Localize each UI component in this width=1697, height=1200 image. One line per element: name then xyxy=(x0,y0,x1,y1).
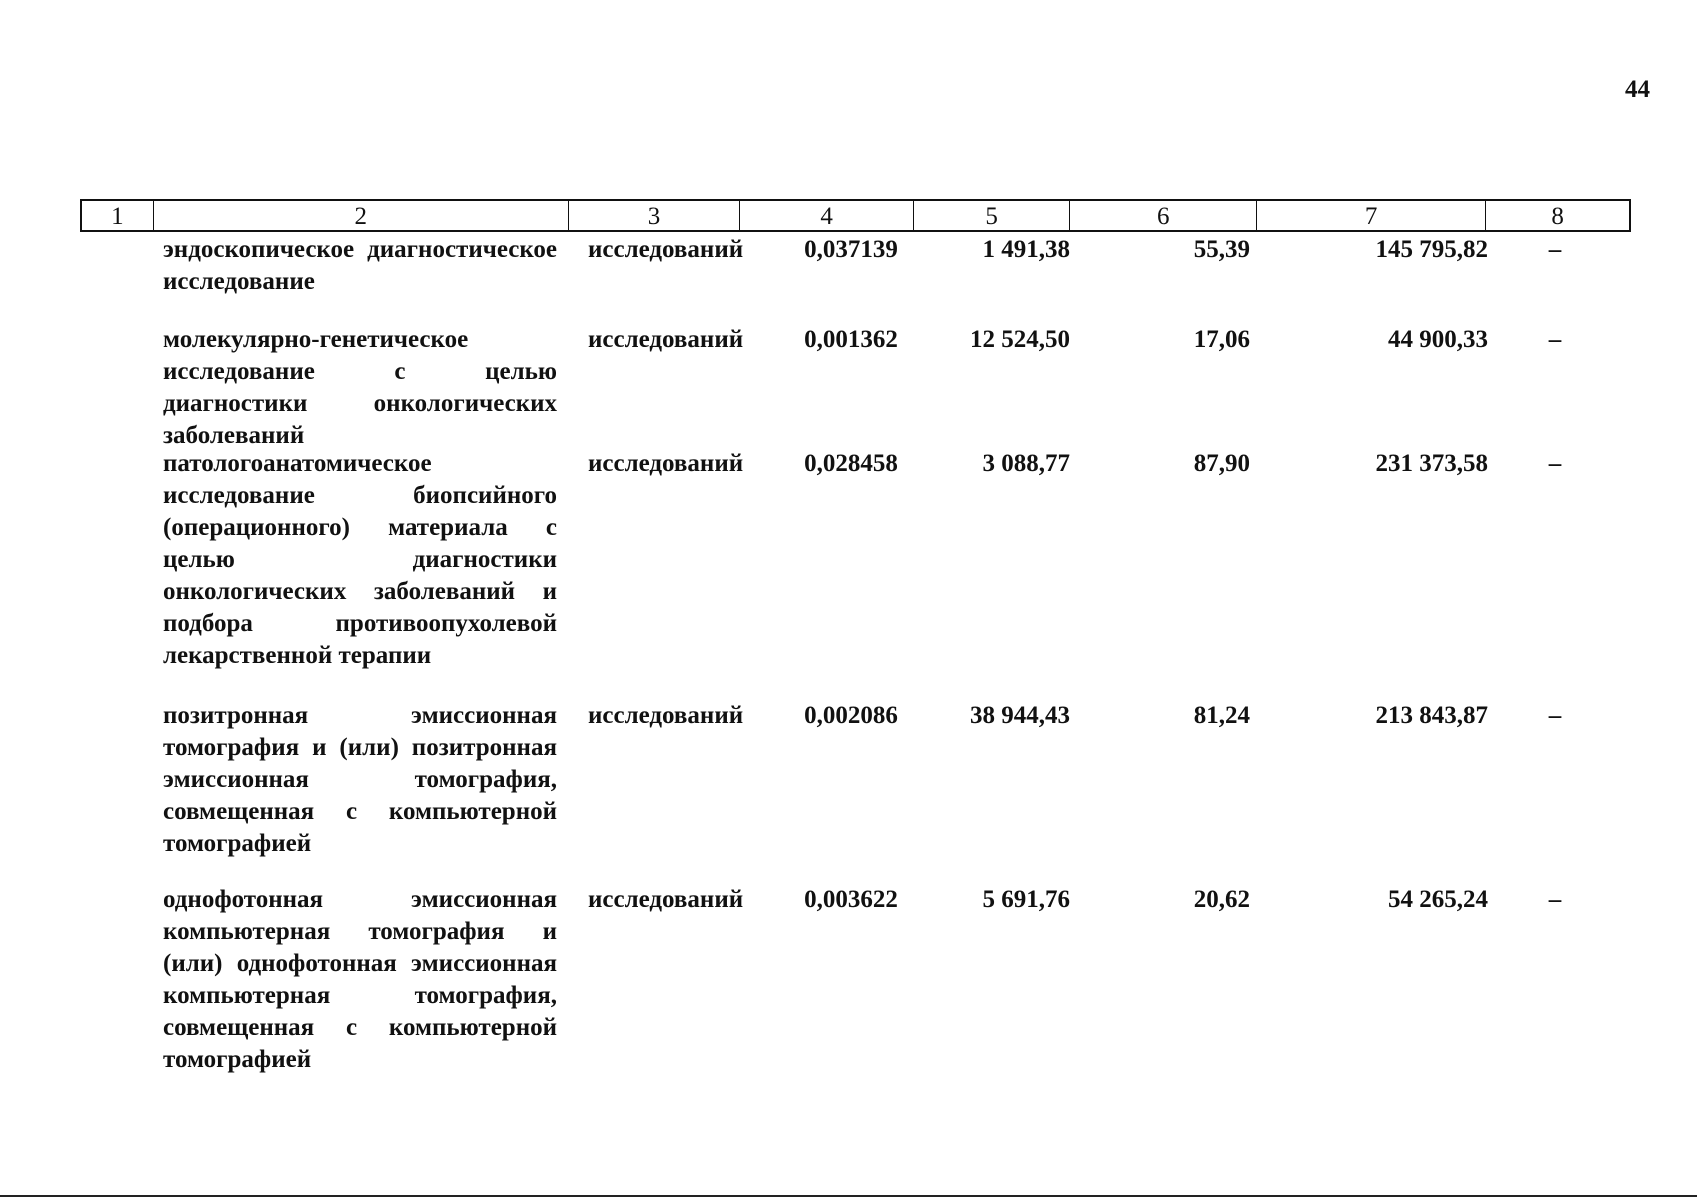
row-col-8: – xyxy=(1548,702,1562,729)
row-description: эндоскопическое диагностическое исследование xyxy=(163,236,557,295)
header-col-1: 1 xyxy=(82,201,154,230)
row-col-6: 55,39 xyxy=(1193,236,1250,263)
header-col-7: 7 xyxy=(1257,201,1486,230)
header-col-6: 6 xyxy=(1070,201,1257,230)
row-col-4: 0,028458 xyxy=(804,450,898,477)
row-unit: исследований xyxy=(588,326,744,353)
row-col-4: 0,003622 xyxy=(804,886,898,913)
row-col-5: 3 088,77 xyxy=(982,450,1070,477)
row-col-7: 54 265,24 xyxy=(1388,886,1488,913)
row-col-6: 81,24 xyxy=(1193,702,1250,729)
row-col-7: 231 373,58 xyxy=(1375,450,1488,477)
row-description: патологоанатомическое исследование биопсийного (операционного) материала с целью диагностики онкологических заболеваний и подбора противоопухолевой лекарственной терапии xyxy=(163,450,557,669)
row-col-8: – xyxy=(1548,450,1562,477)
row-description: молекулярно-генетическое исследование с целью диагностики онкологических заболеваний xyxy=(163,326,557,449)
row-unit: исследований xyxy=(588,702,744,729)
row-col-6: 20,62 xyxy=(1193,886,1250,913)
row-col-4: 0,001362 xyxy=(804,326,898,353)
row-col-5: 12 524,50 xyxy=(970,326,1070,353)
bottom-rule xyxy=(0,1195,1697,1197)
header-col-5: 5 xyxy=(914,201,1071,230)
row-description: однофотонная эмиссионная компьютерная томография и (или) однофотонная эмиссионная компьютерная томография, совмещенная с компьютерной томографией xyxy=(163,886,557,1073)
row-col-5: 1 491,38 xyxy=(982,236,1070,263)
row-description: позитронная эмиссионная томография и (или) позитронная эмиссионная томография, совмещенная с компьютерной томографией xyxy=(163,702,557,857)
row-unit: исследований xyxy=(588,450,744,477)
row-col-8: – xyxy=(1548,326,1562,353)
table-header xyxy=(80,199,1631,232)
header-col-3: 3 xyxy=(569,201,741,230)
row-col-7: 44 900,33 xyxy=(1388,326,1488,353)
row-unit: исследований xyxy=(588,236,744,263)
row-col-8: – xyxy=(1548,886,1562,913)
row-col-5: 5 691,76 xyxy=(982,886,1070,913)
row-col-7: 213 843,87 xyxy=(1375,702,1488,729)
row-col-8: – xyxy=(1548,236,1562,263)
row-col-6: 17,06 xyxy=(1193,326,1250,353)
page-number: 44 xyxy=(1625,76,1650,103)
row-col-4: 0,002086 xyxy=(804,702,898,729)
header-col-2: 2 xyxy=(154,201,569,230)
row-col-5: 38 944,43 xyxy=(970,702,1070,729)
row-col-4: 0,037139 xyxy=(804,236,898,263)
row-col-7: 145 795,82 xyxy=(1375,236,1488,263)
header-col-8: 8 xyxy=(1551,203,1564,230)
row-unit: исследований xyxy=(588,886,744,913)
row-col-6: 87,90 xyxy=(1193,450,1250,477)
header-col-4: 4 xyxy=(740,201,914,230)
